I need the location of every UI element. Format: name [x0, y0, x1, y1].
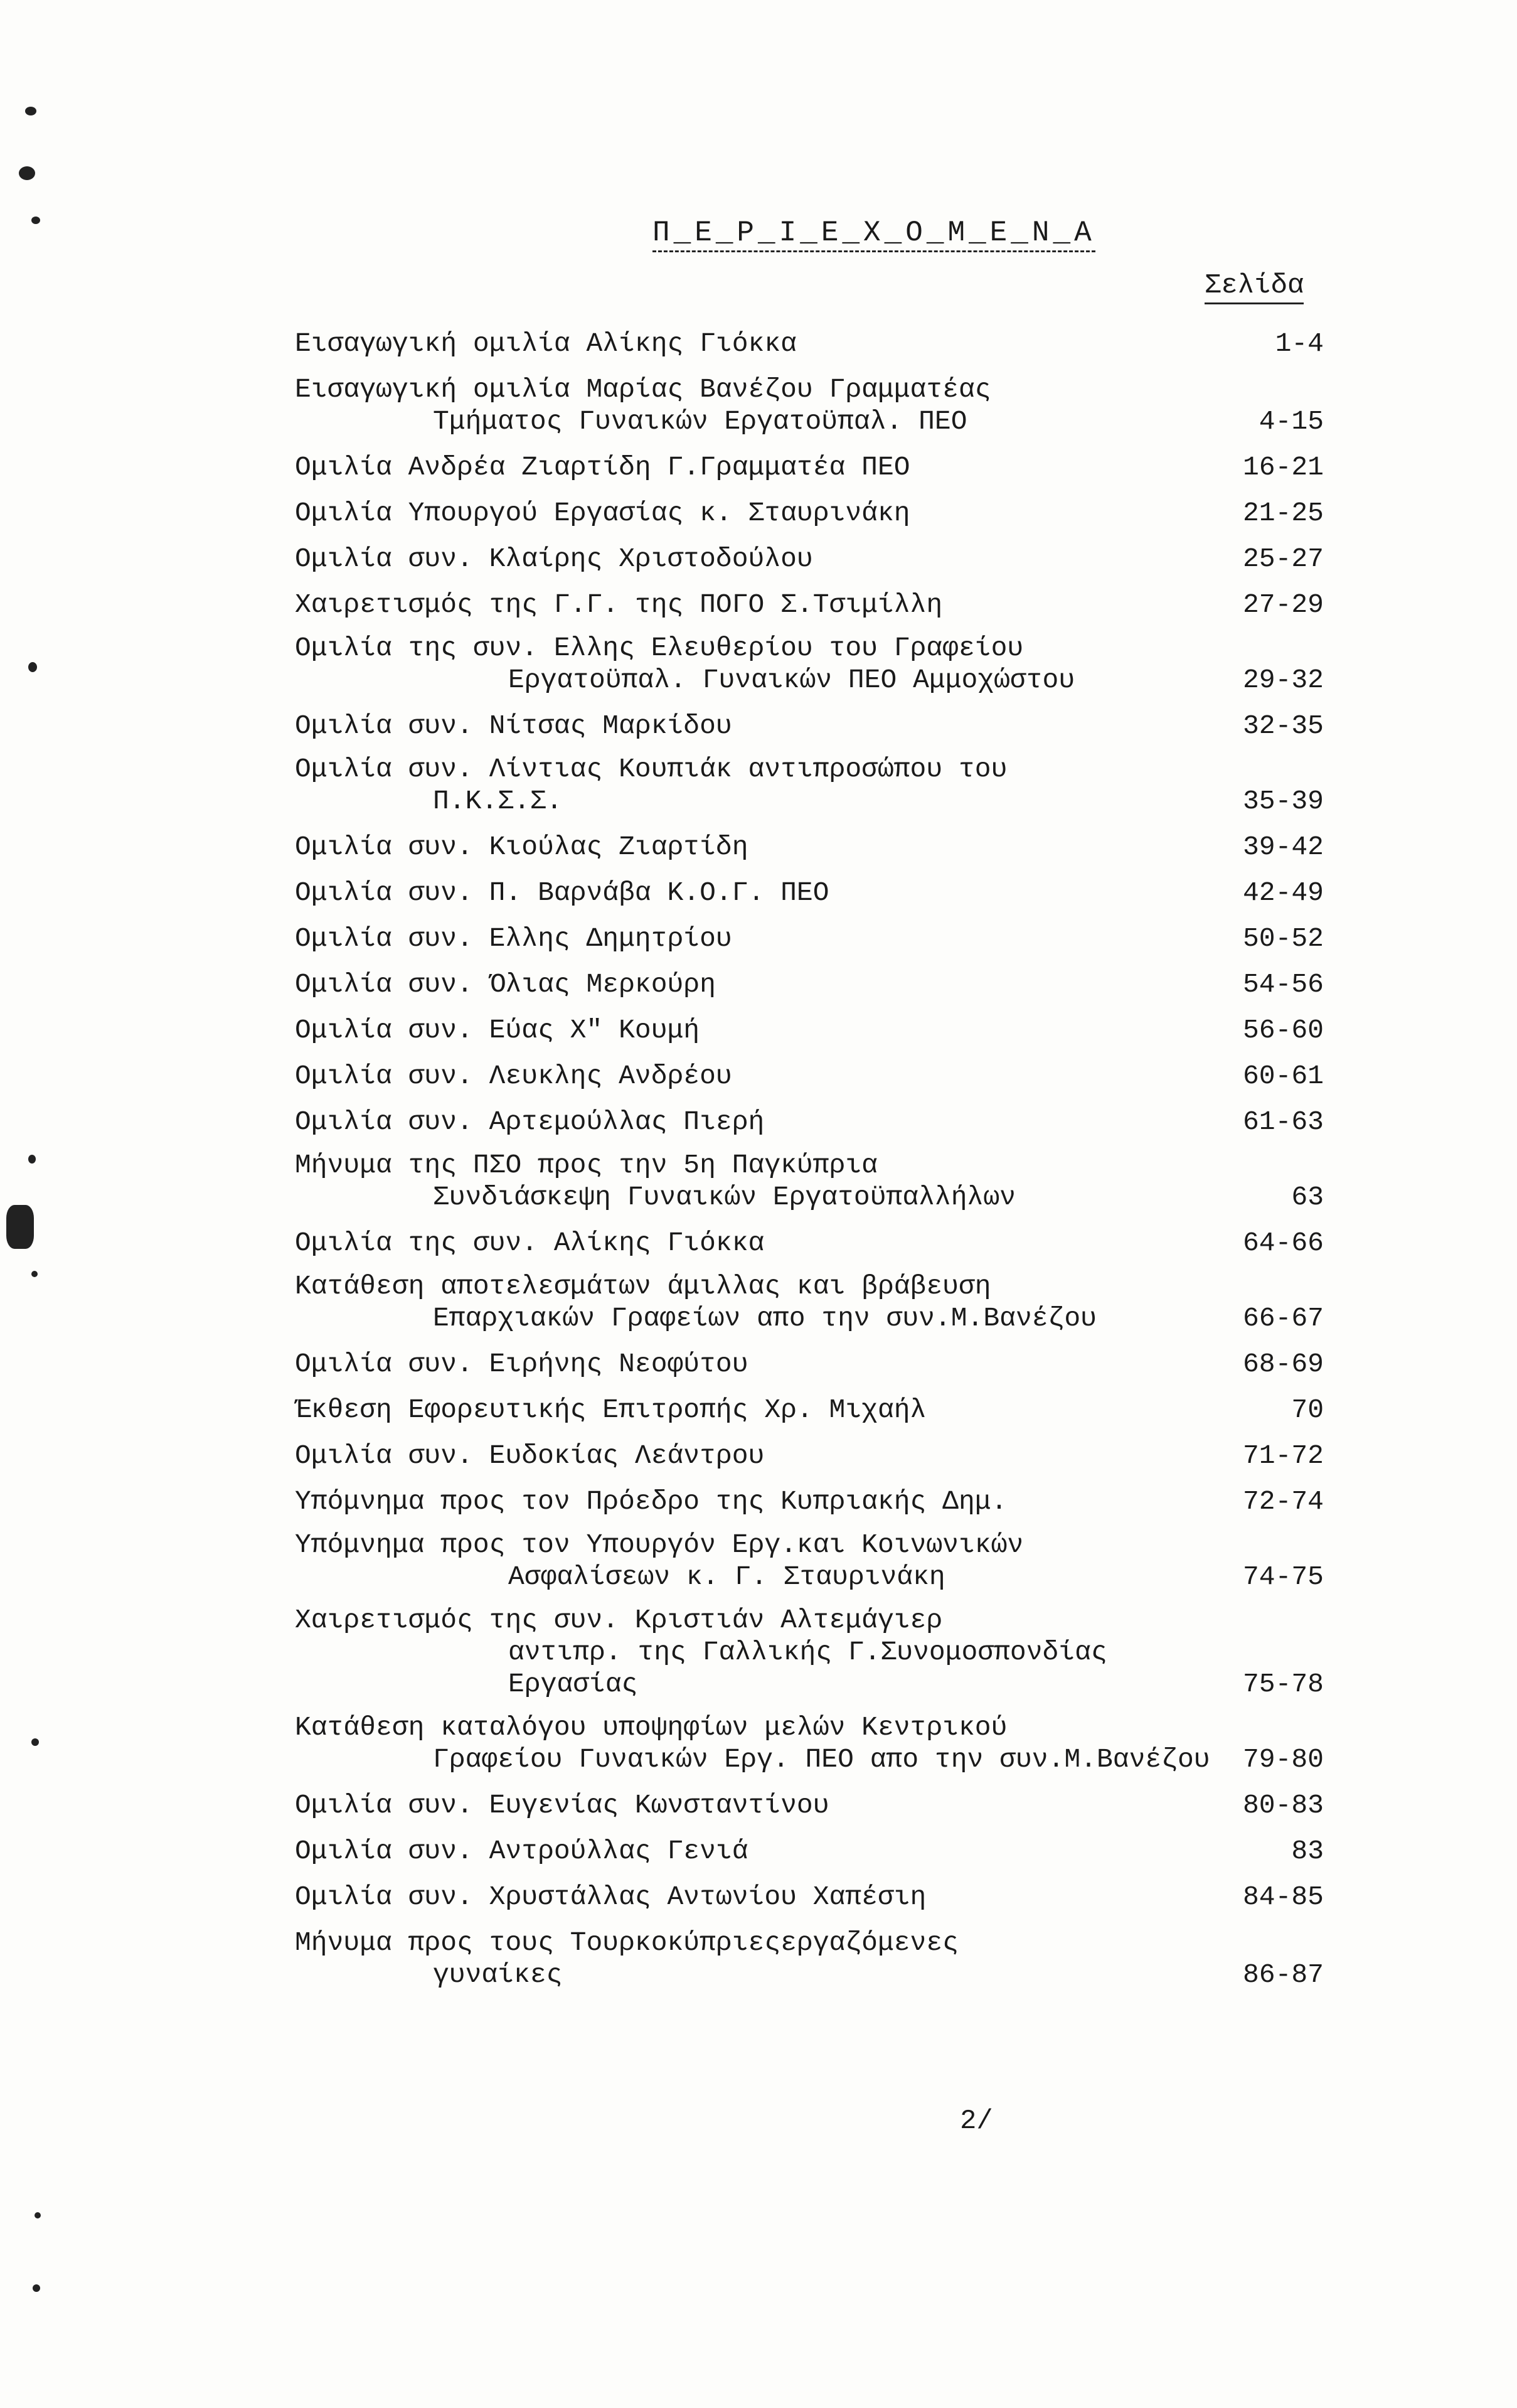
toc-entry-title-continued: Γραφείου Γυναικών Εργ. ΠΕΟ απο την συν.Μ.Βανέζου	[433, 1744, 1210, 1775]
toc-entry-title: Ομιλία συν. Ελλης Δημητρίου	[295, 923, 732, 954]
scan-speck	[6, 1205, 34, 1249]
toc-entry-title-continued: Επαρχιακών Γραφείων απο την συν.Μ.Βανέζου	[433, 1303, 1097, 1334]
table-of-contents	[295, 314, 1324, 1991]
toc-entry	[295, 1835, 1324, 1867]
toc-entry-title: Ομιλία της συν. Ελλης Ελευθερίου του Γραφείου	[295, 633, 1024, 663]
toc-entry-pages: 50-52	[1242, 923, 1324, 954]
toc-entry-title: Ομιλία συν. Αρτεμούλλας Πιερή	[295, 1106, 765, 1137]
toc-entry-title-continued: Εργατοϋπαλ. Γυναικών ΠΕΟ Αμμοχώστου	[508, 665, 1075, 695]
toc-entry-pages: 25-27	[1242, 543, 1324, 574]
toc-entry-pages: 64-66	[1242, 1228, 1324, 1258]
toc-entry-title: Ομιλία συν. Ειρήνης Νεοφύτου	[295, 1349, 748, 1379]
toc-entry	[295, 877, 1324, 909]
toc-entry-pages: 21-25	[1242, 498, 1324, 528]
toc-entry-title-continued: γυναίκες	[433, 1959, 563, 1990]
toc-entry-title: Ομιλία συν. Εύας Χ" Κουμή	[295, 1015, 700, 1046]
toc-entry-title-continued: Τμήματος Γυναικών Εργατοϋπαλ. ΠΕΟ	[433, 406, 967, 437]
toc-entry-title: Ομιλία συν. Όλιας Μερκούρη	[295, 969, 716, 1000]
toc-entry-title: Μήνυμα της ΠΣΟ προς την 5η Παγκύπρια	[295, 1150, 878, 1180]
toc-entry-title: Ομιλία συν. Αντρούλλας Γενιά	[295, 1836, 748, 1866]
toc-entry-title: Ομιλία συν. Κλαίρης Χριστοδούλου	[295, 543, 813, 574]
toc-entry-title: Ομιλία συν. Λίντιας Κουπιάκ αντιπροσώπου του	[295, 754, 1008, 784]
toc-entry-title-continued: Ασφαλίσεων κ. Γ. Σταυρινάκη	[508, 1561, 945, 1592]
toc-entry-pages: 39-42	[1242, 832, 1324, 862]
toc-entry	[295, 753, 1324, 817]
toc-entry	[295, 1529, 1324, 1593]
toc-entry	[295, 1227, 1324, 1259]
toc-entry-title: Ομιλία συν. Κιούλας Ζιαρτίδη	[295, 832, 748, 862]
toc-entry-title: Εισαγωγική ομιλία Μαρίας Βανέζου Γραμματέας	[295, 374, 991, 405]
toc-entry-pages: 56-60	[1242, 1015, 1324, 1046]
toc-entry-title: Ομιλία της συν. Αλίκης Γιόκκα	[295, 1228, 765, 1258]
toc-entry	[295, 1394, 1324, 1426]
toc-entry-title: Ομιλία συν. Ευγενίας Κωνσταντίνου	[295, 1790, 829, 1821]
toc-entry-title: Ομιλία Ανδρέα Ζιαρτίδη Γ.Γραμματέα ΠΕΟ	[295, 452, 910, 483]
toc-entry-pages: 68-69	[1242, 1349, 1324, 1379]
toc-entry	[295, 1348, 1324, 1380]
toc-entry-pages: 80-83	[1242, 1790, 1324, 1821]
toc-entry-title: Χαιρετισμός της Γ.Γ. της ΠΟΓΟ Σ.Τσιμίλλη	[295, 589, 943, 620]
toc-entry	[295, 543, 1324, 575]
toc-entry-title: Ομιλία συν. Χρυστάλλας Αντωνίου Χαπέσιη	[295, 1881, 927, 1912]
toc-entry	[295, 497, 1324, 529]
toc-entry-title-continued: αντιπρ. της Γαλλικής Γ.Συνομοσπονδίας	[508, 1637, 1107, 1667]
toc-entry-title: Ομιλία συν. Ευδοκίας Λεάντρου	[295, 1440, 765, 1471]
toc-entry-pages: 70	[1291, 1394, 1324, 1425]
page-title: Π_Ε_Ρ_Ι_Ε_Χ_Ο_Μ_Ε_Ν_Α	[652, 217, 1095, 252]
toc-entry-pages: 16-21	[1242, 452, 1324, 483]
page-column-header: Σελίδα	[1205, 270, 1304, 304]
toc-entry	[295, 451, 1324, 483]
toc-entry-pages: 4-15	[1259, 406, 1324, 437]
toc-entry-title: Έκθεση Εφορευτικής Επιτροπής Χρ. Μιχαήλ	[295, 1394, 927, 1425]
toc-entry-pages: 71-72	[1242, 1440, 1324, 1471]
toc-entry-title: Ομιλία συν. Π. Βαρνάβα Κ.Ο.Γ. ΠΕΟ	[295, 877, 829, 908]
toc-entry-title: Ομιλία Υπουργού Εργασίας κ. Σταυρινάκη	[295, 498, 910, 528]
toc-entry-title-continued: Π.Κ.Σ.Σ.	[433, 786, 563, 816]
toc-entry	[295, 1149, 1324, 1213]
toc-entry-pages: 72-74	[1242, 1486, 1324, 1517]
scan-speck	[28, 1155, 36, 1164]
toc-entry	[295, 710, 1324, 742]
toc-entry-pages: 75-78	[1242, 1669, 1324, 1699]
toc-entry	[295, 632, 1324, 696]
toc-entry-pages: 29-32	[1242, 665, 1324, 695]
toc-entry	[295, 1927, 1324, 1991]
toc-entry-pages: 27-29	[1242, 589, 1324, 620]
toc-entry-pages: 86-87	[1242, 1959, 1324, 1990]
toc-entry	[295, 1604, 1324, 1700]
toc-entry-pages: 35-39	[1242, 786, 1324, 816]
toc-entry-title: Κατάθεση αποτελεσμάτων άμιλλας και βράβευση	[295, 1271, 991, 1302]
toc-entry	[295, 1106, 1324, 1138]
toc-entry	[295, 831, 1324, 863]
toc-entry-pages: 83	[1291, 1836, 1324, 1866]
scan-speck	[25, 107, 36, 115]
toc-entry-title-continued: Συνδιάσκεψη Γυναικών Εργατοϋπαλλήλων	[433, 1182, 1016, 1212]
scan-speck	[31, 217, 40, 224]
toc-entry	[295, 923, 1324, 955]
toc-entry	[295, 1711, 1324, 1775]
toc-entry-title: Υπόμνημα προς τον Υπουργόν Εργ.και Κοινωνικών	[295, 1529, 1024, 1560]
scan-speck	[19, 166, 35, 180]
toc-entry-pages: 54-56	[1242, 969, 1324, 1000]
toc-entry	[295, 1060, 1324, 1092]
toc-entry-title: Υπόμνημα προς τον Πρόεδρο της Κυπριακής Δημ.	[295, 1486, 1008, 1517]
toc-entry-pages: 32-35	[1242, 710, 1324, 741]
toc-entry-pages: 63	[1291, 1182, 1324, 1212]
toc-entry-title-continued: Εργασίας	[508, 1669, 638, 1699]
toc-entry-pages: 74-75	[1242, 1561, 1324, 1592]
toc-entry-pages: 79-80	[1242, 1744, 1324, 1775]
toc-entry	[295, 1014, 1324, 1046]
toc-entry-title: Μήνυμα προς τους Τουρκοκύπριεςεργαζόμενες	[295, 1927, 959, 1958]
scan-speck	[35, 2212, 41, 2218]
toc-entry-title: Ομιλία συν. Λευκλης Ανδρέου	[295, 1061, 732, 1091]
toc-entry	[295, 373, 1324, 437]
scan-speck	[28, 662, 37, 672]
toc-entry-title: Χαιρετισμός της συν. Κριστιάν Αλτεμάγιερ	[295, 1605, 943, 1635]
page-number: 2/	[960, 2106, 993, 2137]
toc-entry-pages: 66-67	[1242, 1303, 1324, 1334]
toc-entry-pages: 61-63	[1242, 1106, 1324, 1137]
toc-entry-pages: 60-61	[1242, 1061, 1324, 1091]
scan-speck	[31, 1271, 38, 1277]
toc-entry	[295, 589, 1324, 621]
toc-entry	[295, 968, 1324, 1000]
toc-entry-pages: 1-4	[1275, 328, 1324, 359]
toc-entry	[295, 1881, 1324, 1913]
toc-entry	[295, 328, 1324, 360]
toc-entry-pages: 84-85	[1242, 1881, 1324, 1912]
toc-entry-title: Κατάθεση καταλόγου υποψηφίων μελών Κεντρικού	[295, 1712, 1008, 1743]
toc-entry	[295, 1270, 1324, 1334]
toc-entry-title: Εισαγωγική ομιλία Αλίκης Γιόκκα	[295, 328, 797, 359]
toc-entry-pages: 42-49	[1242, 877, 1324, 908]
toc-entry	[295, 1789, 1324, 1821]
toc-entry	[295, 1440, 1324, 1472]
scan-speck	[31, 1738, 39, 1746]
toc-entry	[295, 1485, 1324, 1517]
toc-entry-title: Ομιλία συν. Νίτσας Μαρκίδου	[295, 710, 732, 741]
scan-speck	[33, 2284, 40, 2292]
